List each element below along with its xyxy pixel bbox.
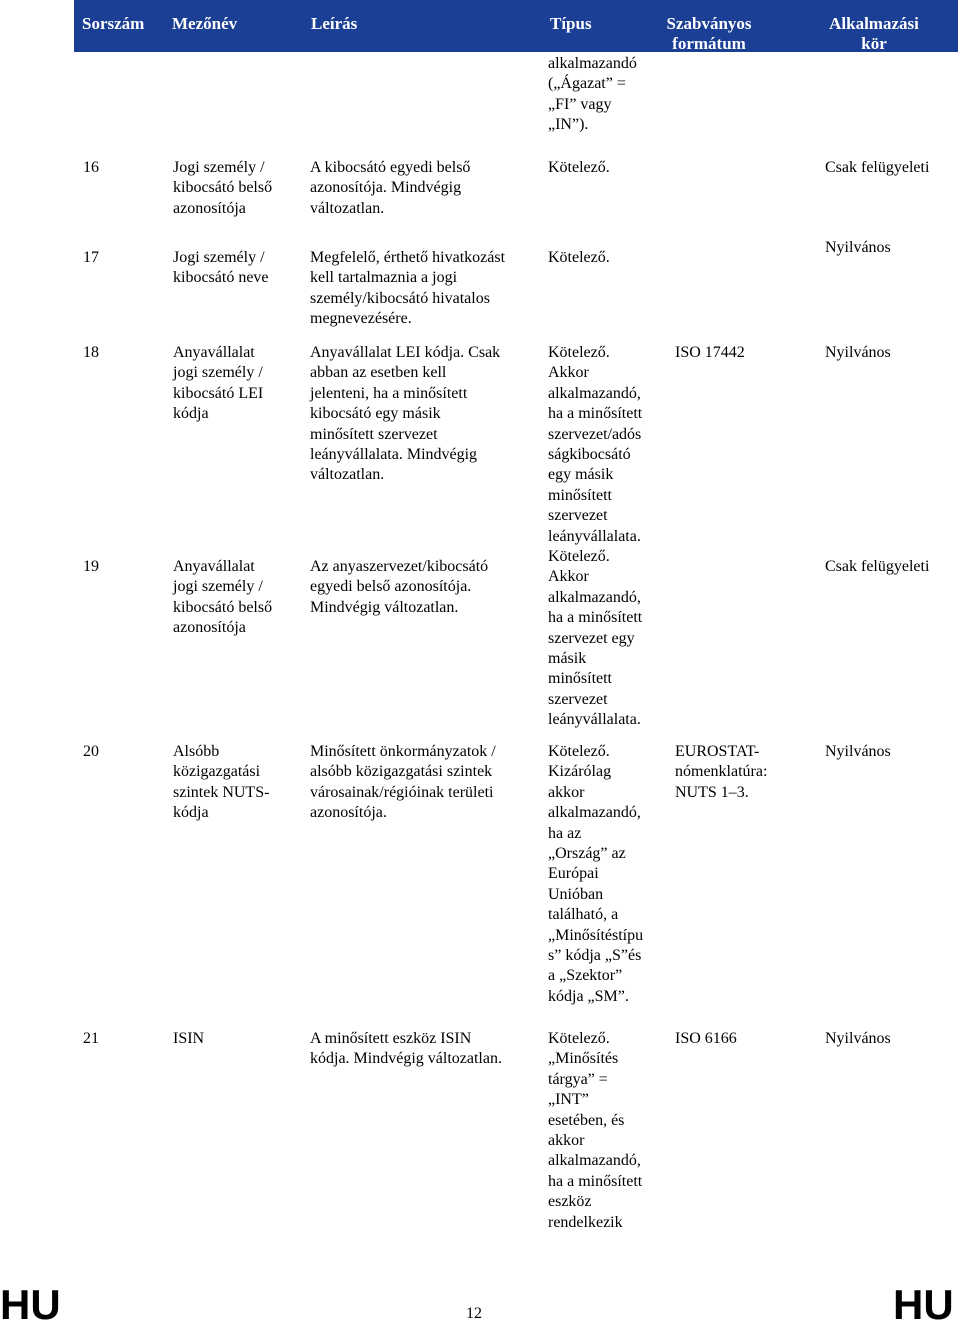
field-type: Kötelező. Akkor alkalmazandó, ha a minősített szervezet egy másik minősített szervezet leányvállalata. <box>548 548 643 729</box>
field-format: ISO 6166 <box>675 1030 737 1047</box>
field-name: ISIN <box>173 1030 205 1047</box>
field-description: A minősített eszköz ISIN kódja. Mindvégig változatlan. <box>310 1030 502 1068</box>
field-scope: Nyilvános <box>825 743 891 760</box>
header-tipus: Típus <box>550 14 592 33</box>
row-number: 16 <box>83 159 99 176</box>
field-description: A kibocsátó egyedi belső azonosítója. Mindvégig változatlan. <box>310 159 471 217</box>
field-format: ISO 17442 <box>675 344 745 361</box>
row-number: 21 <box>83 1030 99 1047</box>
field-scope: Nyilvános <box>825 344 891 361</box>
header-mezonev: Mezőnév <box>172 14 238 33</box>
field-scope: Nyilvános <box>825 1030 891 1047</box>
header-szabvanyos-formatum: Szabványos formátum <box>666 14 752 53</box>
field-description: Az anyaszervezet/kibocsátó egyedi belső azonosítója. Mindvégig változatlan. <box>310 558 489 616</box>
field-description: Minősített önkormányzatok / alsóbb közigazgatási szintek városainak/régióinak területi azonosítója. <box>310 743 496 822</box>
header-leiras: Leírás <box>311 14 358 33</box>
header-sorszam: Sorszám <box>82 14 145 33</box>
language-code-right: HU <box>893 1281 954 1328</box>
field-name: Anyavállalat jogi személy / kibocsátó LEI kódja <box>173 344 264 423</box>
field-name: Jogi személy / kibocsátó belső azonosítója <box>173 159 273 217</box>
field-name: Alsóbb közigazgatási szintek NUTS- kódja <box>173 743 270 822</box>
field-scope: Csak felügyeleti <box>825 159 930 176</box>
field-description: Megfelelő, érthető hivatkozást kell tartalmaznia a jogi személy/kibocsátó hivatalos megnevezésére. <box>310 249 506 328</box>
field-name: Anyavállalat jogi személy / kibocsátó belső azonosítója <box>173 558 273 637</box>
table-header <box>74 0 958 52</box>
field-type: Kötelező. „Minősítés tárgya” = „INT” esetében, és akkor alkalmazandó, ha a minősített eszköz rendelkezik <box>548 1030 643 1231</box>
row-number: 17 <box>83 249 99 266</box>
language-code-left: HU <box>0 1281 61 1328</box>
field-scope: Nyilvános <box>825 239 891 256</box>
field-type: Kötelező. Kizárólag akkor alkalmazandó, ha az „Ország” az Európai Unióban található, a „Minősítéstípu s” kódja „S”és a „Szektor” kódja „SM”. <box>548 743 644 1005</box>
type-continuation: alkalmazandó („Ágazat” = „FI” vagy „IN”). <box>548 55 637 134</box>
field-scope: Csak felügyeleti <box>825 558 930 575</box>
field-type: Kötelező. <box>548 159 610 176</box>
row-number: 18 <box>83 344 99 361</box>
row-number: 20 <box>83 743 99 760</box>
field-type: Kötelező. <box>548 249 610 266</box>
page-number: 12 <box>466 1305 482 1322</box>
field-description: Anyavállalat LEI kódja. Csak abban az esetben kell jelenteni, ha a minősített kibocsátó egy másik minősített szervezet leányvállalata. Mindvégig változatlan. <box>310 344 501 484</box>
header-alkalmazasi-kor: Alkalmazási kör <box>829 14 919 53</box>
field-format: EUROSTAT- nómenklatúra: NUTS 1–3. <box>675 743 768 801</box>
field-name: Jogi személy / kibocsátó neve <box>173 249 269 287</box>
row-number: 19 <box>83 558 99 575</box>
field-type: Kötelező. Akkor alkalmazandó, ha a minősített szervezet/adós ságkibocsátó egy másik minősített szervezet leányvállalata. <box>548 344 643 545</box>
